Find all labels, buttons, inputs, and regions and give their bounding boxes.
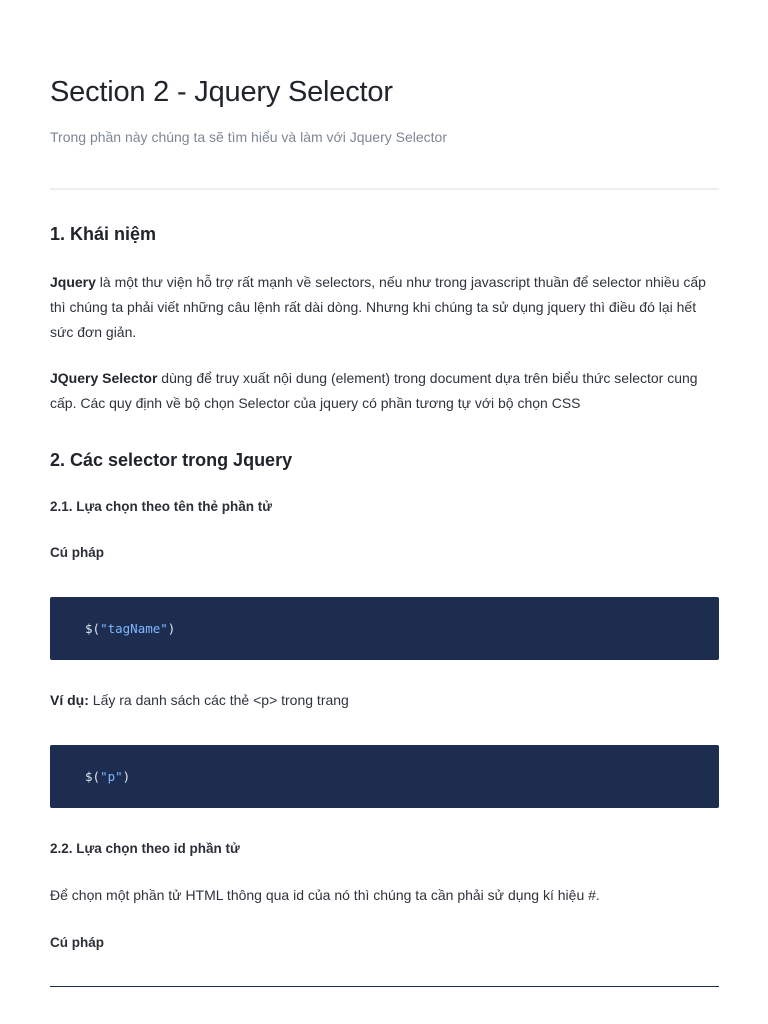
page-title: Section 2 - Jquery Selector <box>50 76 393 108</box>
section-1-paragraph-2 <box>50 366 719 416</box>
syntax-label-2: Cú pháp <box>50 935 104 950</box>
jquery-term: Jquery <box>50 274 96 290</box>
section-2-heading: 2. Các selector trong Jquery <box>50 450 293 470</box>
code-block-tagname <box>50 597 719 660</box>
subsection-2-2-description: Để chọn một phần tử HTML thông qua id của nó thì chúng ta cần phải sử dụng kí hiệu #. <box>50 887 600 903</box>
subsection-2-2-heading: 2.2. Lựa chọn theo id phần tử <box>50 841 240 856</box>
subsection-2-1-heading: 2.1. Lựa chọn theo tên thẻ phần tử <box>50 499 273 514</box>
code-token: ) <box>122 769 131 784</box>
section-1-paragraph-1 <box>50 270 719 345</box>
paragraph-2-text: dùng để truy xuất nội dung (element) trong document dựa trên biểu thức selector cung cấp. Các quy định về bộ chọn Selector của jquery có phần tương tự với bộ chọn CSS <box>50 370 698 411</box>
code-token: ) <box>167 621 176 636</box>
syntax-label-1: Cú pháp <box>50 545 104 560</box>
code-token: $( <box>85 769 101 784</box>
code-block-top-edge <box>50 986 719 987</box>
example-text: Lấy ra danh sách các thẻ <p> trong trang <box>88 692 349 708</box>
code-string: "tagName" <box>100 621 168 636</box>
example-label: Ví dụ: <box>50 692 89 708</box>
code-string: "p" <box>100 769 123 784</box>
example-line <box>50 688 719 713</box>
section-1-heading: 1. Khái niệm <box>50 224 157 244</box>
page-subtitle: Trong phần này chúng ta sẽ tìm hiểu và làm với Jquery Selector <box>50 129 447 145</box>
code-token: $( <box>85 621 101 636</box>
paragraph-1-text: là một thư viện hỗ trợ rất mạnh về selectors, nếu như trong javascript thuần để selector nhiều cấp thì chúng ta phải viết những câu lệnh rất dài dòng. Nhưng khi chúng ta sử dụng jquery thì điều đó lại hết sức đơn giản. <box>50 274 706 340</box>
code-block-p <box>50 745 719 808</box>
jquery-selector-term: JQuery Selector <box>50 370 158 386</box>
header-divider <box>50 188 719 190</box>
